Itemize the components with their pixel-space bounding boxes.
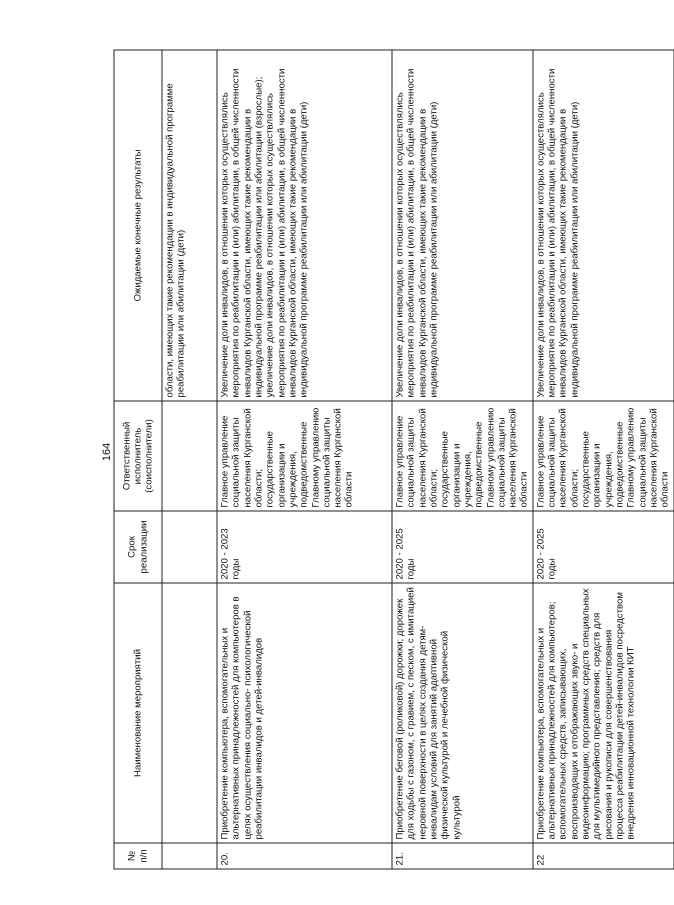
cell-term: 2020 - 2025 годы — [533, 511, 674, 583]
cell-continued-result: области, имеющих такие рекомендации в индивидуальной программе реабилитации или абилитации (дети) — [162, 50, 217, 401]
cell-name: Приобретение компьютера, вспомогательных и альтернативных принадлежностей для компьютеров; вспомогательных средств, записывающих, воспроизводящих и отображающих звуко- и видеоинформацию; программных средств специальных для мультимедийного представления; средств для рисования и рукописи для совершенствования процесса реабилитации детей-инвалидов посредством внедрения инновационной технологии КИТ — [533, 583, 674, 843]
cell-executor: Главное управление социальной защиты населения Курганской области; государственные организации и учреждения, подведомственные Главному управлению социальной защиты населения Курганской области — [533, 401, 674, 511]
cell-name: Приобретение компьютера, вспомогательных и альтернативных принадлежностей для компьютеров в целях осуществления социально- психологической реабилитации инвалидов и детей-инвалидов — [217, 583, 392, 843]
cell-num: 20. — [217, 843, 392, 869]
cell-empty — [162, 511, 217, 583]
cell-name: Приобретение беговой (роликовой) дорожки; дорожек для ходьбы с газоном, с гравием, с песком, с имитацией неровной поверхности в целях создания детям-инвалидам условий для занятий адаптивной физической культурой и лечебной физической культурой — [392, 583, 533, 843]
page-number: 164 — [101, 442, 113, 462]
cell-results: Увеличение доли инвалидов, в отношении которых осуществлялись мероприятия по реабилитации и (или) абилитации, в общей численности инвалидов Курганской области, имеющих такие рекомендации в индивидуальной программе реабилитации или абилитации (взрослые); увеличение доли инвалидов, в отношении которых осуществлялись мероприятия по реабилитации и (или) абилитации, в общей численности инвалидов Курганской области, имеющих такие рекомендации в индивидуальной программе реабилитации или абилитации (дети) — [217, 50, 392, 401]
cell-executor: Главное управление социальной защиты населения Курганской области; государственные организации и учреждения, подведомственные Главному управлению социальной защиты населения Курганской области — [392, 401, 533, 511]
cell-results: Увеличение доли инвалидов, в отношении которых осуществлялись мероприятия по реабилитации и (или) абилитации, в общей численности инвалидов Курганской области, имеющих такие рекомендации в индивидуальной программе реабилитации или абилитации (дети) — [533, 50, 674, 401]
header-results: Ожидаемые конечные результаты — [114, 50, 162, 401]
cell-term: 2020 - 2023 годы — [217, 511, 392, 583]
table-row — [392, 50, 533, 869]
cell-empty — [162, 843, 217, 869]
table-header-row — [114, 50, 162, 869]
header-executor: Ответственный исполнитель (соисполнители) — [114, 401, 162, 511]
cell-results: Увеличение доли инвалидов, в отношении которых осуществлялись мероприятия по реабилитации и (или) абилитации, в общей численности инвалидов Курганской области, имеющих такие рекомендации в индивидуальной программе реабилитации или абилитации (дети) — [392, 50, 533, 401]
cell-empty — [162, 583, 217, 843]
header-num: № п/п — [114, 843, 162, 869]
cell-executor: Главное управление социальной защиты населения Курганской области; государственные организации и учреждения, подведомственные Главному управлению социальной защиты населения Курганской области — [217, 401, 392, 511]
header-term: Срок реализации — [114, 511, 162, 583]
table-row — [533, 50, 674, 869]
header-name: Наименование мероприятий — [114, 583, 162, 843]
table-row-continuation — [162, 50, 217, 869]
cell-empty — [162, 401, 217, 511]
cell-num: 21. — [392, 843, 533, 869]
cell-num: 22 — [533, 843, 674, 869]
table-row — [217, 50, 392, 869]
measures-table — [114, 50, 674, 870]
rotated-table-frame — [114, 50, 671, 870]
cell-term: 2020 - 2025 годы — [392, 511, 533, 583]
